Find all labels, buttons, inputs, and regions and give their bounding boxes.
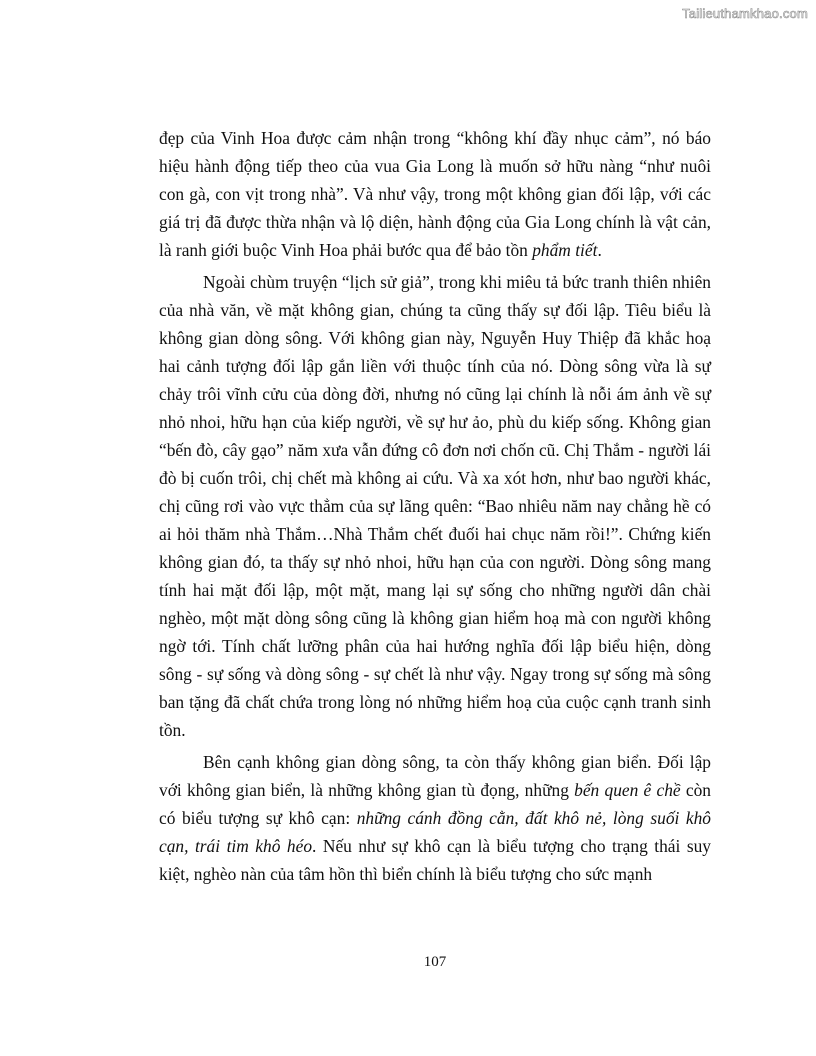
paragraph-1 xyxy=(159,124,711,264)
paragraph-1-text: đẹp của Vinh Hoa được cảm nhận trong “không khí đầy nhục cảm”, nó báo hiệu hành động tiếp theo của vua Gia Long là muốn sở hữu nàng “như nuôi con gà, con vịt trong nhà”. Và như vậy, trong một không gian đối lập, với các giá trị đã được thừa nhận và lộ diện, hành động của Gia Long chính là vật cản, là ranh giới buộc Vinh Hoa phải bước qua để bảo tồn xyxy=(159,128,711,260)
paragraph-2 xyxy=(159,268,711,744)
paragraph-2-text: Ngoài chùm truyện “lịch sử giả”, trong khi miêu tả bức tranh thiên nhiên của nhà văn, về mặt không gian, chúng ta cũng thấy sự đối lập. Tiêu biểu là không gian dòng sông. Với không gian này, Nguyễn Huy Thiệp đã khắc hoạ hai cảnh tượng đối lập gắn liền với thuộc tính của nó. Dòng sông vừa là sự chảy trôi vĩnh cửu của dòng đời, nhưng nó cũng lại chính là nỗi ám ảnh về sự nhỏ nhoi, hữu hạn của kiếp người, về sự hư ảo, phù du kiếp sống. Không gian “bến đò, cây gạo” năm xưa vẫn đứng cô đơn nơi chốn cũ. Chị Thắm - người lái đò bị cuốn trôi, chị chết mà không ai cứu. Và xa xót hơn, như bao người khác, chị cũng rơi vào vực thẳm của sự lãng quên: “Bao nhiêu năm nay chẳng hề có ai hỏi thăm nhà Thắm…Nhà Thắm chết đuối hai chục năm rồi!”. Chứng kiến không gian đó, ta thấy sự nhỏ nhoi, hữu hạn của con người. Dòng sông mang tính hai mặt đối lập, một mặt, mang lại sự sống cho những người dân chài nghèo, một mặt dòng sông cũng là không gian hiểm hoạ mà con người không ngờ tới. Tính chất lưỡng phân của hai hướng nghĩa đối lập biểu hiện, dòng sông - sự sống và dòng sông - sự chết là như vậy. Ngay trong sự sống mà sông ban tặng đã chất chứa trong lòng nó những hiểm hoạ của cuộc cạnh tranh sinh tồn. xyxy=(159,272,711,740)
paragraph-1-italic-pham-tiet: phẩm tiết xyxy=(532,240,598,260)
paragraph-3-italic-kho-can: những cánh đồng cằn, đất khô nẻ, lòng suối khô cạn, trái tim khô héo xyxy=(159,808,711,856)
page-number: 107 xyxy=(423,954,447,970)
paragraph-3-text-c: . Nếu như sự khô cạn là biểu tượng cho trạng thái suy kiệt, nghèo nàn của tâm hồn thì biển chính là biểu tượng cho sức mạnh xyxy=(159,836,711,884)
paragraph-3-text-b: còn có biểu tượng sự khô cạn: xyxy=(159,780,711,828)
paragraph-3 xyxy=(159,748,711,888)
document-body xyxy=(159,124,711,892)
paragraph-3-italic-ben-quen: bến quen ê chề xyxy=(574,780,681,800)
paragraph-3-text-a: Bên cạnh không gian dòng sông, ta còn thấy không gian biển. Đối lập với không gian biển, là những không gian tù đọng, những xyxy=(159,752,711,800)
paragraph-1-end: . xyxy=(597,240,602,260)
watermark-text: Tailieuthamkhao.com xyxy=(682,6,808,21)
